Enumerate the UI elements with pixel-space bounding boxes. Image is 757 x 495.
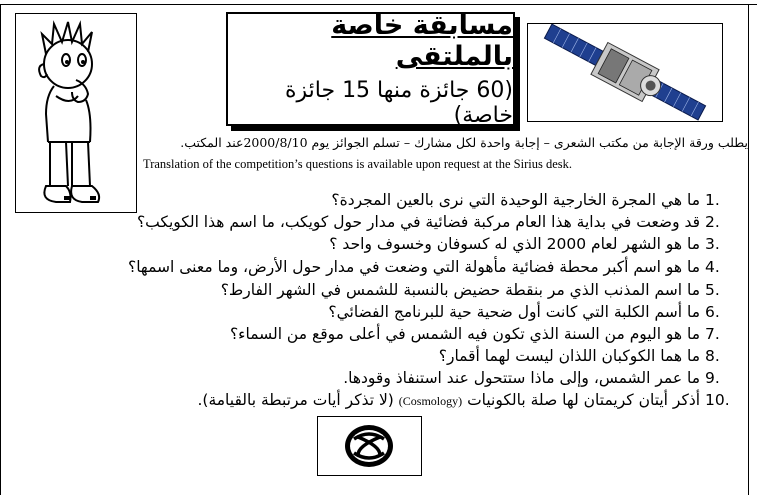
question-3 [329,234,733,254]
question-latin-term: (Cosmology) [398,394,463,408]
page-title: مسابقة خاصة بالملتقى [331,10,513,72]
satellite-image [527,23,723,122]
title-box [226,12,515,126]
question-text: أذكر أيتان كريمتان لها صلة بالكونيات [467,391,701,409]
question-text: ما أسم الكلبة التي كانت أول ضحية حية للبرنامج الفضائي؟ [328,303,701,321]
question-number: 3. [705,235,720,253]
question-text: ما هما الكوكبان اللذان ليست لهما أقمار؟ [438,347,701,365]
question-text-continued: (لا تذكر أيات مرتبطة بالقيامة). [197,391,394,409]
question-8 [439,346,733,366]
question-7 [230,324,733,344]
cartoon-boy-image [15,13,137,213]
question-number: 1. [705,191,720,209]
question-number: 8. [705,347,720,365]
question-text: ما عمر الشمس، وإلى ماذا ستتحول عند استنفاذ وقودها. [343,369,701,387]
translation-note: Translation of the competition’s questions is available upon request at the Sirius desk. [143,157,572,171]
question-10 [197,390,733,411]
club-logo [317,416,422,476]
notice-text: يطلب ورقة الإجابة من مكتب الشعرى – إجابة واحدة لكل مشارك – تسلم الجوائز يوم 2000/8/10عند المكتب. [180,135,748,150]
page-frame-top [0,4,757,5]
question-number: 9. [705,369,720,387]
question-2 [137,212,733,232]
question-9 [343,368,733,388]
page-frame-left [0,4,1,495]
question-text: ما هو اسم أكبر محطة فضائية مأهولة التي وضعت في مدار حول الأرض، وما معنى اسمها؟ [127,258,701,276]
sirius-logo-icon [318,417,421,475]
question-4 [128,257,733,277]
question-6 [328,302,733,322]
page-frame-right [748,4,749,495]
question-text: ما اسم المذنب الذي مر بنقطة حضيض بالنسبة للشمس في الشهر الفارط؟ [220,281,701,299]
question-text: قد وضعت في بداية هذا العام مركبة فضائية في مدار حول كويكب، ما اسم هذا الكويكب؟ [136,213,701,231]
question-number: 7. [705,325,720,343]
question-number: 5. [705,281,720,299]
question-number: 6. [705,303,720,321]
question-5 [221,280,733,300]
cartoon-boy-icon [16,14,136,212]
question-number: 2. [705,213,720,231]
question-1 [331,190,733,210]
question-text: ما هو الشهر لعام 2000 الذي له كسوفان وخسوف واحد ؟ [329,235,701,253]
question-text: ما هي المجرة الخارجية الوحيدة التي نرى بالعين المجردة؟ [331,191,701,209]
satellite-icon [528,24,722,121]
question-number: 10. [705,391,730,409]
question-number: 4. [705,258,720,276]
question-text: ما هو اليوم من السنة الذي تكون فيه الشمس في أعلى موقع من السماء؟ [229,325,701,343]
page-subtitle: (60 جائزة منها 15 جائزة خاصة) [284,78,513,128]
